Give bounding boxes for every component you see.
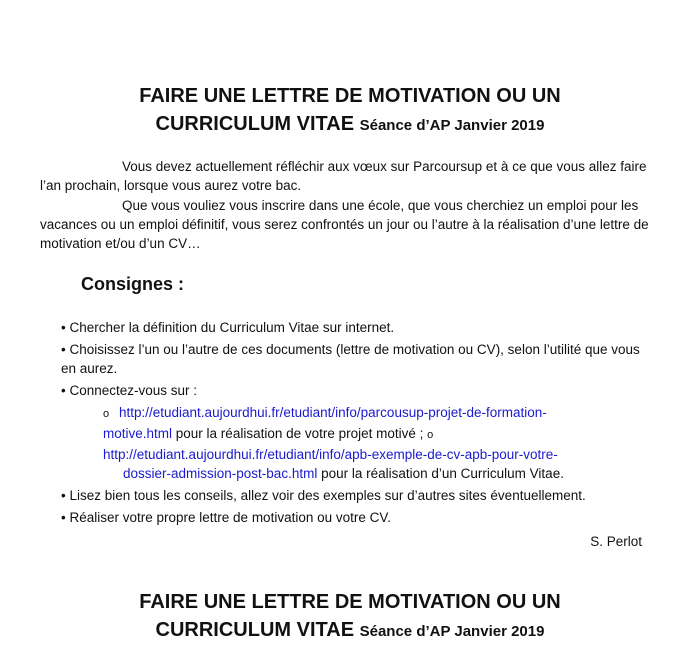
consignes-list (61, 318, 641, 530)
sub-marker: o (103, 408, 110, 420)
parcoursup-link-part-2[interactable]: motive.html (103, 426, 173, 441)
link2-description: pour la réalisation d’un Curriculum Vitae. (317, 466, 564, 481)
consignes-heading: Consignes : (81, 274, 185, 294)
list-item: • Chercher la définition du Curriculum Vitae sur internet. (61, 320, 395, 335)
intro-text (40, 157, 660, 253)
parcoursup-link-part-1[interactable]: http://etudiant.aujourdhui.fr/etudiant/info/parcousup-projet-de-formation- (119, 405, 547, 420)
cv-link-part-2[interactable]: dossier-admission-post-bac.html (123, 466, 318, 481)
link1-description: pour la réalisation de votre projet motivé ; (172, 426, 428, 441)
cv-link-part-1[interactable]: http://etudiant.aujourdhui.fr/etudiant/info/apb-exemple-de-cv-apb-pour-votre- (103, 447, 558, 462)
page-title (40, 82, 660, 140)
title-line-2: CURRICULUM VITAE (155, 113, 355, 135)
title-main: FAIRE UNE LETTRE DE MOTIVATION OU UN (139, 85, 561, 107)
list-item: • Lisez bien tous les conseils, allez voir des exemples sur d’autres sites éventuellement. (61, 488, 586, 503)
title-session: Séance d’AP Janvier 2019 (359, 117, 545, 134)
title-line-2-repeat: CURRICULUM VITAE (155, 619, 355, 641)
title-main-repeat: FAIRE UNE LETTRE DE MOTIVATION OU UN (139, 591, 561, 613)
list-item: • Choisissez l’un ou l’autre de ces documents (lettre de motivation ou CV), selon l’utilité que vous en aurez. (61, 342, 640, 376)
list-item: • Connectez-vous sur : (61, 383, 198, 398)
intro-paragraph-1: Vous devez actuellement réfléchir aux vœux sur Parcoursup et à ce que vous allez faire l’an prochain, lorsque vous aurez votre bac. (40, 159, 647, 193)
page-title-repeat (40, 588, 660, 646)
list-item: • Réaliser votre propre lettre de motivation ou votre CV. (61, 510, 391, 525)
title-session-repeat: Séance d’AP Janvier 2019 (359, 623, 545, 640)
intro-paragraph-2: Que vous vouliez vous inscrire dans une école, que vous cherchiez un emploi pour les vacances ou un emploi définitif, vous serez confrontés un jour ou l’autre à la réalisation d’une lettre de motivation et/ou d’un CV… (40, 198, 649, 251)
link-sublist-item (103, 403, 641, 483)
signature: S. Perlot (590, 534, 642, 549)
sub-marker: o (427, 429, 434, 441)
